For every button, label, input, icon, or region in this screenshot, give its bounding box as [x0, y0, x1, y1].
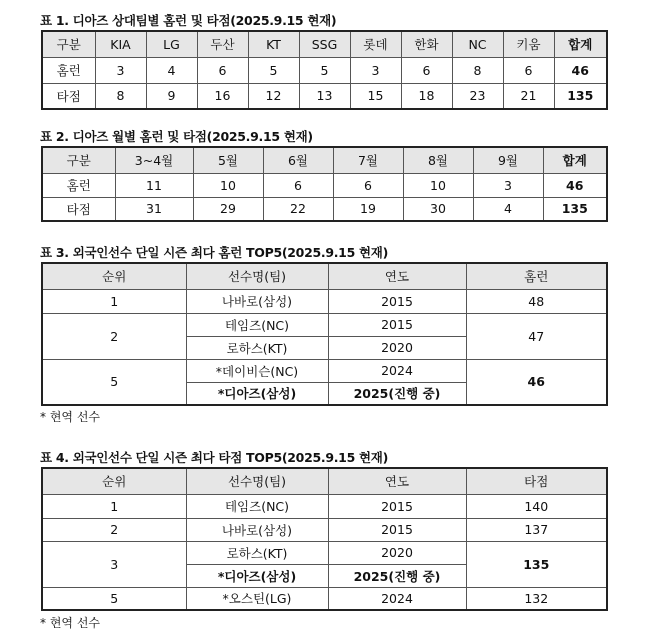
table1-header: 키움 [503, 31, 554, 57]
table3-header: 홈런 [466, 263, 607, 289]
table3-rank: 2 [42, 313, 186, 359]
table4-header-row [42, 468, 607, 494]
table2-cell: 30 [403, 197, 473, 221]
table1-cell: 8 [95, 83, 146, 109]
table4-header: 순위 [42, 468, 186, 494]
table2-header: 9월 [473, 147, 543, 173]
table2-cell: 19 [333, 197, 403, 221]
table4-player: 나바로(삼성) [186, 518, 328, 541]
table3-header: 연도 [328, 263, 466, 289]
table2-row-rbi [42, 197, 607, 221]
table3-row [42, 289, 607, 313]
table3 [41, 262, 608, 406]
table2-header: 5월 [193, 147, 263, 173]
table4-value: 140 [466, 494, 607, 518]
table1-header: 구분 [42, 31, 95, 57]
table1-cell: 18 [401, 83, 452, 109]
table4-rank: 2 [42, 518, 186, 541]
table2-header: 합계 [543, 147, 607, 173]
table3-player: *데이비슨(NC) [186, 359, 328, 382]
table3-year: 2020 [328, 336, 466, 359]
table1-total-cell: 46 [554, 57, 607, 83]
table3-player: 로하스(KT) [186, 336, 328, 359]
table2-total-cell: 46 [543, 173, 607, 197]
table1-cell: 홈런 [42, 57, 95, 83]
table4-rank: 5 [42, 587, 186, 610]
table1-cell: 8 [452, 57, 503, 83]
table1-cell: 6 [401, 57, 452, 83]
table3-value: 48 [466, 289, 607, 313]
table2-cell: 11 [115, 173, 193, 197]
table2-cell: 10 [193, 173, 263, 197]
table4-player: *오스틴(LG) [186, 587, 328, 610]
table4-player: 테임즈(NC) [186, 494, 328, 518]
table4-row [42, 587, 607, 610]
table1-cell: 4 [146, 57, 197, 83]
table2-title: 표 2. 디아즈 월별 홈런 및 타점(2025.9.15 현재) [40, 129, 313, 144]
table4-row [42, 541, 607, 564]
table1-header: 롯데 [350, 31, 401, 57]
table4-value: 137 [466, 518, 607, 541]
table3-header: 선수명(팀) [186, 263, 328, 289]
table2-cell: 3 [473, 173, 543, 197]
table4-year: 2025(진행 중) [328, 564, 466, 587]
table2-cell: 4 [473, 197, 543, 221]
table3-rank: 5 [42, 359, 186, 405]
table1-header: 한화 [401, 31, 452, 57]
table1-header: SSG [299, 31, 350, 57]
table1-cell: 3 [350, 57, 401, 83]
table2-header: 8월 [403, 147, 473, 173]
table3-row [42, 313, 607, 336]
table1 [41, 30, 608, 110]
table1-cell: 23 [452, 83, 503, 109]
table4 [41, 467, 608, 611]
table3-rank: 1 [42, 289, 186, 313]
table1-cell: 타점 [42, 83, 95, 109]
table1-cell: 15 [350, 83, 401, 109]
table2-header-row [42, 147, 607, 173]
table1-header: KT [248, 31, 299, 57]
table3-year: 2025(진행 중) [328, 382, 466, 405]
table1-row-rbi [42, 83, 607, 109]
table2-total-cell: 135 [543, 197, 607, 221]
table2-cell: 6 [263, 173, 333, 197]
table1-cell: 13 [299, 83, 350, 109]
table1-cell: 6 [503, 57, 554, 83]
table3-player: *디아즈(삼성) [186, 382, 328, 405]
table3-row [42, 359, 607, 382]
table3-year: 2015 [328, 289, 466, 313]
table4-title: 표 4. 외국인선수 단일 시즌 최다 타점 TOP5(2025.9.15 현재) [40, 450, 388, 465]
table2-header: 7월 [333, 147, 403, 173]
table4-rank: 3 [42, 541, 186, 587]
table4-row [42, 518, 607, 541]
table4-header: 연도 [328, 468, 466, 494]
table2-cell: 홈런 [42, 173, 115, 197]
table1-total-cell: 135 [554, 83, 607, 109]
table3-title: 표 3. 외국인선수 단일 시즌 최다 홈런 TOP5(2025.9.15 현재) [40, 245, 388, 260]
table3-value: 46 [466, 359, 607, 405]
table2-cell: 31 [115, 197, 193, 221]
table2-header: 3~4월 [115, 147, 193, 173]
table1-header: NC [452, 31, 503, 57]
table1-cell: 5 [248, 57, 299, 83]
table4-rank: 1 [42, 494, 186, 518]
table3-year: 2024 [328, 359, 466, 382]
table2 [41, 146, 608, 222]
table3-header: 순위 [42, 263, 186, 289]
table1-cell: 21 [503, 83, 554, 109]
table1-header: KIA [95, 31, 146, 57]
table2-cell: 29 [193, 197, 263, 221]
table4-header: 타점 [466, 468, 607, 494]
table3-player: 테임즈(NC) [186, 313, 328, 336]
table4-year: 2020 [328, 541, 466, 564]
table2-row-homerun [42, 173, 607, 197]
table1-title: 표 1. 디아즈 상대팀별 홈런 및 타점(2025.9.15 현재) [40, 13, 337, 28]
table3-player: 나바로(삼성) [186, 289, 328, 313]
table4-header: 선수명(팀) [186, 468, 328, 494]
table4-player: *디아즈(삼성) [186, 564, 328, 587]
table1-header: 합계 [554, 31, 607, 57]
table4-player: 로하스(KT) [186, 541, 328, 564]
table1-cell: 5 [299, 57, 350, 83]
table4-value: 132 [466, 587, 607, 610]
table4-value: 135 [466, 541, 607, 587]
table1-cell: 16 [197, 83, 248, 109]
table3-header-row [42, 263, 607, 289]
table1-header: 두산 [197, 31, 248, 57]
table1-cell: 12 [248, 83, 299, 109]
table1-cell: 9 [146, 83, 197, 109]
table4-year: 2024 [328, 587, 466, 610]
table2-header: 6월 [263, 147, 333, 173]
table4-year: 2015 [328, 518, 466, 541]
table2-header: 구분 [42, 147, 115, 173]
table4-footnote: * 현역 선수 [40, 616, 100, 630]
table1-header: LG [146, 31, 197, 57]
table4-row [42, 494, 607, 518]
table3-year: 2015 [328, 313, 466, 336]
table4-year: 2015 [328, 494, 466, 518]
table1-cell: 3 [95, 57, 146, 83]
table3-value: 47 [466, 313, 607, 359]
table1-cell: 6 [197, 57, 248, 83]
table2-cell: 22 [263, 197, 333, 221]
table2-cell: 타점 [42, 197, 115, 221]
table1-row-homerun [42, 57, 607, 83]
table2-cell: 6 [333, 173, 403, 197]
table1-header-row [42, 31, 607, 57]
table2-cell: 10 [403, 173, 473, 197]
table3-footnote: * 현역 선수 [40, 410, 100, 424]
